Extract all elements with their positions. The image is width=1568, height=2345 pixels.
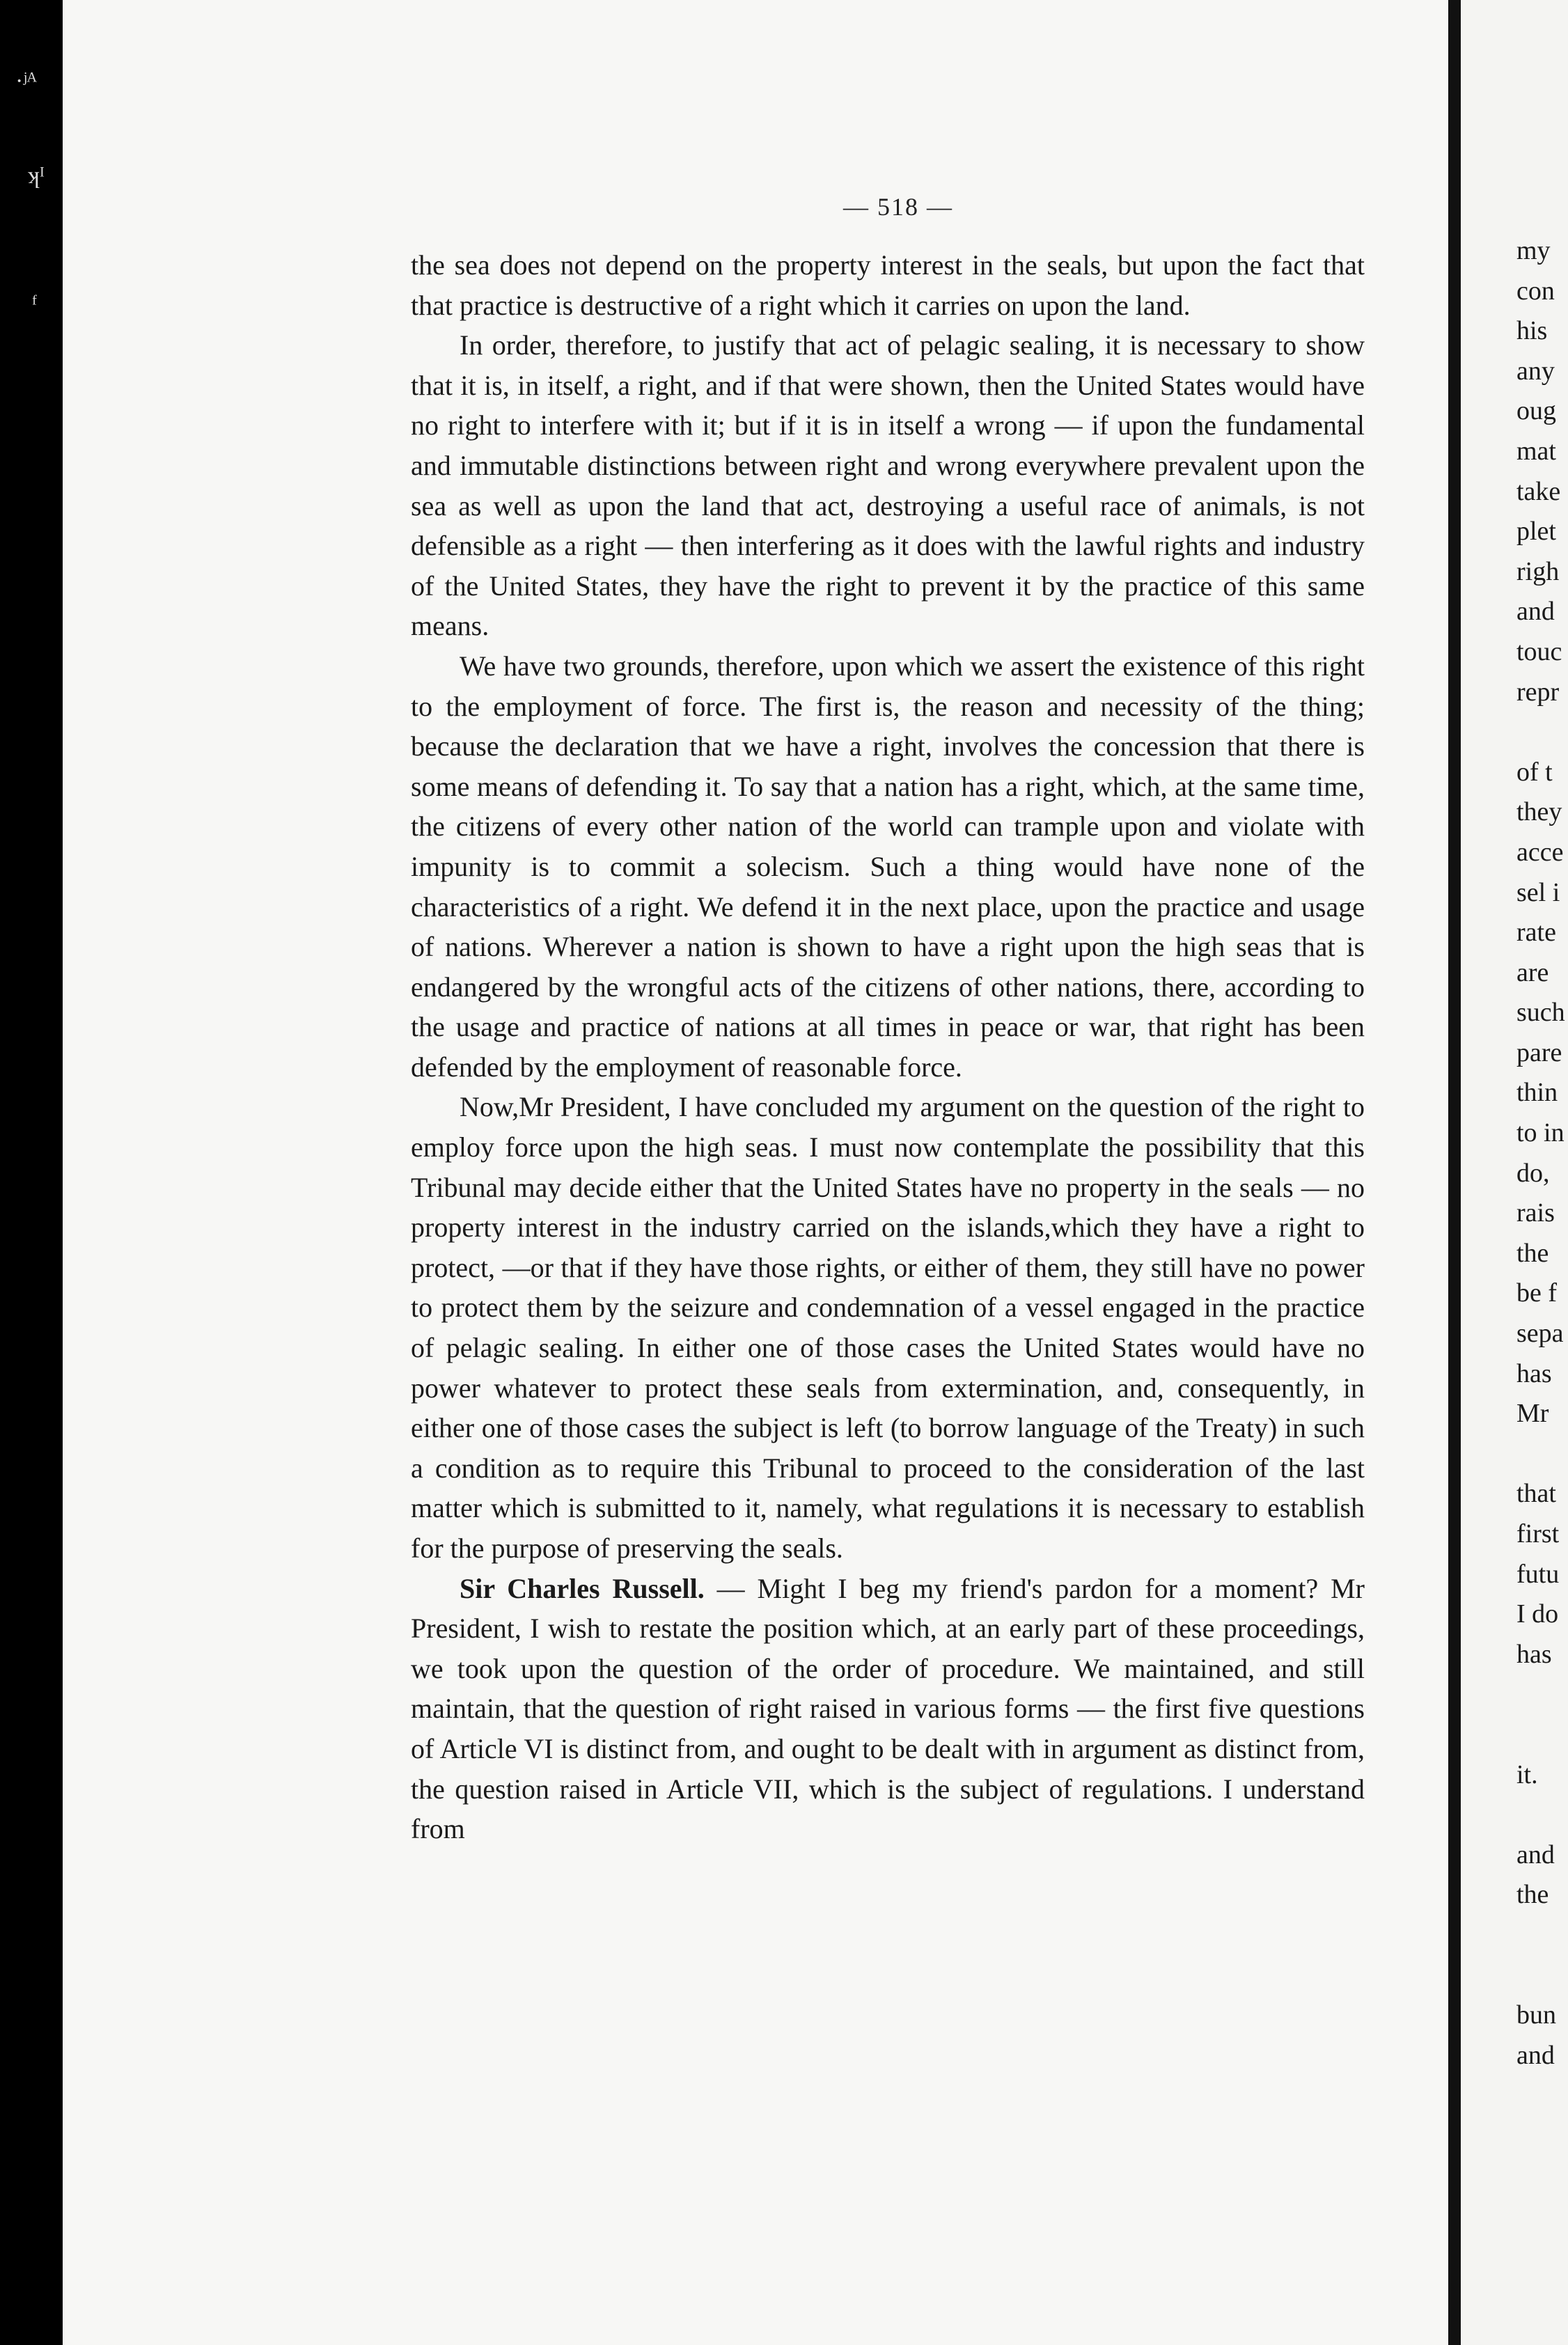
paragraph [411,245,1365,325]
right-page-line: oug [1516,396,1556,426]
right-page-line [1516,1715,1568,1755]
right-page-line [1516,1675,1568,1715]
right-page-line: and [1516,1840,1555,1869]
page-number: — 518 — [843,193,953,221]
right-page-line: has [1516,1358,1552,1388]
paragraph-text: the sea does not depend on the property interest in the seals, but upon the fact that that practice is destructive of a right which it carries on upon the land. [411,249,1365,321]
right-page-line: to in [1516,1118,1565,1148]
right-page-line: it. [1516,1759,1538,1789]
right-page-line: are [1516,957,1549,987]
right-page-line: thin [1516,1078,1558,1108]
paragraph [411,646,1365,1088]
right-page-line: my [1516,236,1551,265]
right-page-line: sepa [1516,1319,1564,1349]
right-page-line: Mr [1516,1399,1549,1429]
paragraph-text: We have two grounds, therefore, upon which we assert the existence of this right to the employment of force. The first is, the reason and necessity of the thing; because the declaration that we have a right, involves the concession that there is some means of defending it. To say that a nation has a right, which, at the same time, the citizens of every other nation of the world can trample upon and violate with impunity is to commit a solecism. Such a thing would have none of the characteristics of a right. We defend it in the next place, upon the practice and usage of nations. Wherever a nation is shown to have a right upon the high seas that is endangered by the wrongful acts of the citizens of other nations, there, according to the usage and practice of nations at all times in peace or war, that right has been defended by the employment of reasonable force. [411,650,1365,1083]
body-text [411,245,1365,1849]
book-gutter [1448,0,1461,2345]
speaker-name: Sir Charles Russell. [460,1572,705,1604]
right-page-line: rate [1516,918,1556,948]
right-page-line: I do [1516,1599,1559,1629]
right-page-line [1516,712,1568,753]
paragraph [411,1087,1365,1568]
right-page-line: be f [1516,1278,1558,1308]
right-page-line: the [1516,1238,1549,1268]
right-page-line: repr [1516,677,1560,707]
right-page-line: con [1516,276,1555,306]
right-page-line: plet [1516,517,1556,547]
paragraph-text: — Might I beg my friend's pardon for a moment? Mr President, I wish to restate the position which, at an early part of these proceedings, we took upon the question of the order of procedure. We maintained, and still maintain, that the question of right raised in various forms — the first five questions of Article VI is distinct from, and ought to be dealt with in argument as distinct from, the question raised in Article VII, which is the subject of regulations. I understand from [411,1572,1365,1845]
right-page-line: acce [1516,837,1564,867]
margin-mark: ·ʲᴬ [15,68,37,94]
right-page-line: and [1516,597,1555,627]
right-page-line: do, [1516,1158,1550,1188]
right-page-line: such [1516,998,1565,1028]
right-page-line: first [1516,1519,1560,1548]
right-page-line: mat [1516,436,1556,466]
right-page-line [1516,1795,1568,1835]
right-page-line [1516,1434,1568,1475]
paragraph-text: In order, therefore, to justify that act of pelagic sealing, it is necessary to show that it is, in itself, a right, and if that were shown, then the United States would have no right to interfere with it; but if it is in itself a wrong — if upon the fundamental and immutable distinctions between right and wrong everywhere prevalent upon the sea as well as upon the land that act, destroying a useful race of animals, is not defensible as a right — then interfering as it does with the lawful rights and industry of the United States, they have the right to prevent it by the practice of this same means. [411,329,1365,642]
right-page-line: take [1516,476,1561,506]
right-page-line: any [1516,356,1555,386]
right-page-line: rais [1516,1198,1555,1228]
paragraph [411,325,1365,646]
right-page-line: the [1516,1880,1549,1910]
paragraph [411,1569,1365,1849]
right-page-line: his [1516,316,1548,346]
right-page-line [1516,1915,1568,1956]
right-page-line: of t [1516,757,1553,787]
margin-mark: ᶠ [32,291,38,317]
right-page-line: righ [1516,556,1560,586]
right-page-line: that [1516,1479,1556,1509]
scan-margin-marks [0,0,63,2345]
right-page-line: pare [1516,1037,1562,1067]
right-page-line: has [1516,1639,1552,1669]
right-page-line: futu [1516,1559,1560,1589]
right-page-line: sel i [1516,877,1560,907]
margin-mark: ʞᴵ [28,163,45,189]
right-page-line: they [1516,797,1562,827]
right-page-text [1516,231,1568,2076]
paragraph-text: Now,Mr President, I have concluded my argument on the question of the right to employ force upon the high seas. I must now contemplate the possibility that this Tribunal may decide either that the United States have no property in the seals — no property interest in the industry carried on the islands,which they have a right to protect, —or that if they have those rights, or either of them, they still have no power to protect them by the seizure and condemnation of a vessel engaged in the practice of pelagic sealing. In either one of those cases the United States would have no power whatever to protect these seals from extermination, and, consequently, in either one of those cases the subject is left (to borrow language of the Treaty) in such a condition as to require this Tribunal to proceed to the consideration of the last matter which is submitted to it, namely, what regulations it is necessary to establish for the purpose of preserving the seals. [411,1091,1365,1564]
right-page-line: touc [1516,636,1562,666]
right-page-line: bun [1516,2000,1556,2030]
right-page-line [1516,1956,1568,1996]
right-page-line: and [1516,2040,1555,2070]
